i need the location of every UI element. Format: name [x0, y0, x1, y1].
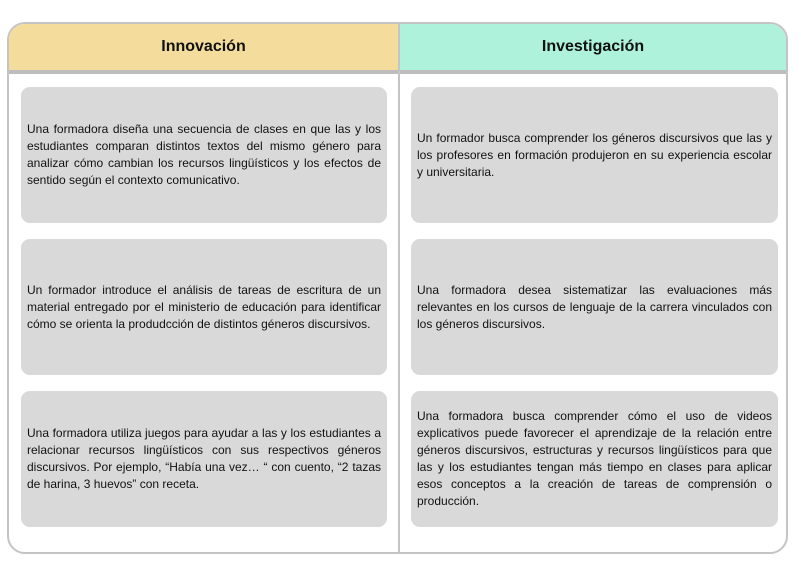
investigacion-card-3	[411, 391, 778, 527]
innovacion-card-3	[21, 391, 387, 527]
innovacion-card-2	[21, 239, 387, 375]
innovacion-card-1	[21, 87, 387, 223]
investigacion-card-2-text: Una formadora desea sistematizar las evaluaciones más relevantes en los cursos de lenguaje de la carrera vinculados con los géneros discursivos.	[417, 282, 772, 331]
investigacion-card-2	[411, 239, 778, 375]
header-innovacion: Innovación	[9, 24, 398, 74]
innovacion-card-1-text: Una formadora diseña una secuencia de clases en que las y los estudiantes comparan distintos textos del mismo género para analizar cómo cambian los recursos lingüísticos y los efectos de sentido según el contexto comunicativo.	[27, 122, 381, 187]
column-divider	[398, 24, 400, 552]
innovacion-card-2-text: Un formador introduce el análisis de tareas de escritura de un material entregado por el ministerio de educación para identificar cómo se orienta la produdcción de distintos géneros discursivos.	[27, 282, 381, 331]
investigacion-card-1-text: Un formador busca comprender los géneros discursivos que las y los profesores en formación produjeron en su experiencia escolar y universitaria.	[417, 130, 772, 179]
innovacion-card-3-text: Una formadora utiliza juegos para ayudar a las y los estudiantes a relacionar recursos lingüísticos con sus respectivos géneros discursivos. Por ejemplo, “Había una vez… “ con cuento, “2 tazas de harina, 3 huevos” con receta.	[27, 426, 381, 491]
investigacion-card-1	[411, 87, 778, 223]
header-investigacion: Investigación	[400, 24, 786, 74]
comparison-table	[7, 22, 788, 554]
investigacion-card-3-text: Una formadora busca comprender cómo el uso de videos explicativos puede favorecer el aprendizaje de la relación entre géneros discursivos, estructuras y recursos lingüísticos para que las y los estudiantes tengan más tiempo en clases para aplicar esos conceptos a la creación de tareas de comprensión o producción.	[417, 409, 772, 508]
